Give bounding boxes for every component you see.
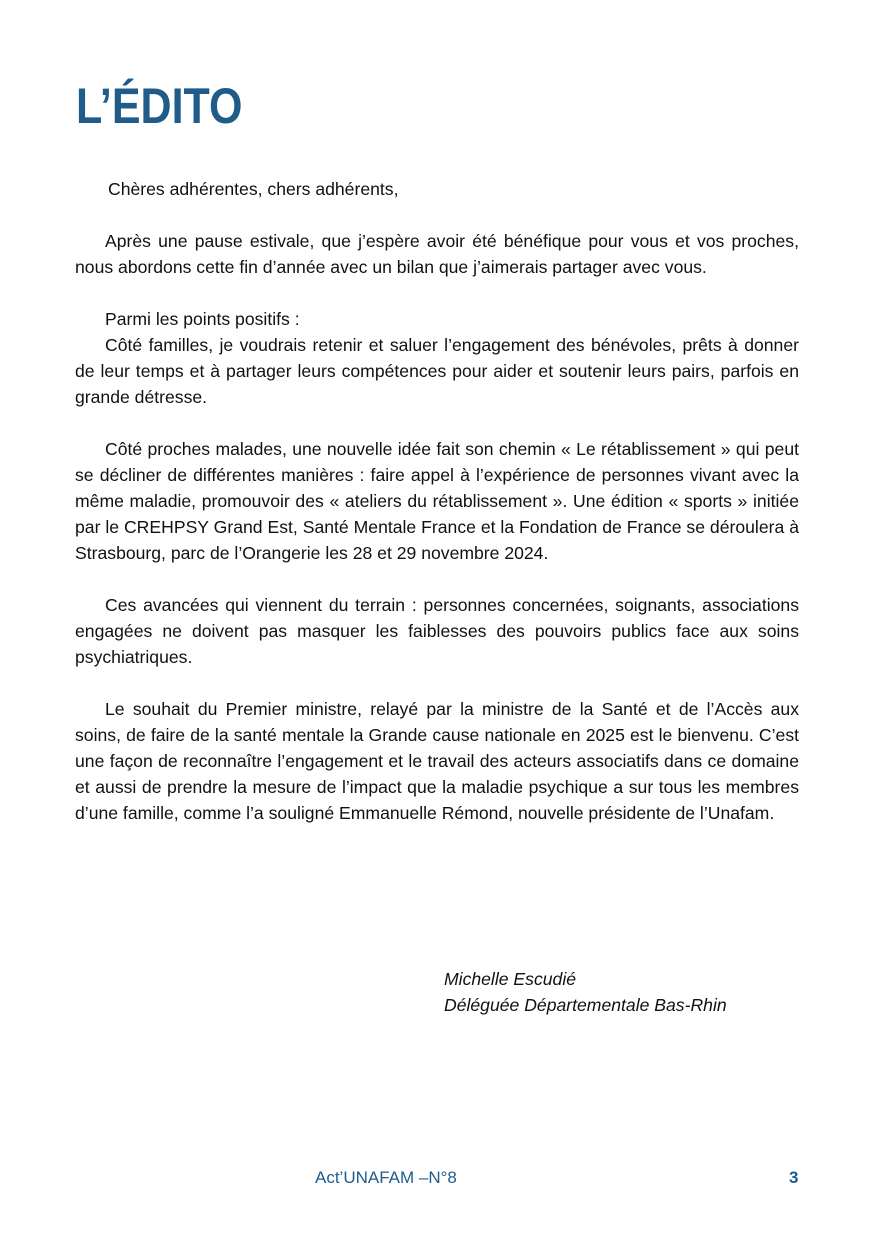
signature-name: Michelle Escudié bbox=[444, 969, 577, 989]
paragraph-recovery: Côté proches malades, une nouvelle idée fait son chemin « Le rétablissement » qui peut se décliner de différentes manières : faire appel à l’expérience de personnes vivant avec la même maladie, promouvoir des « ateliers du rétablissement ». Une édition « sports » initiée par le CREHPSY Grand Est, Santé Mentale France et la Fondation de France se déroulera à Strasbourg, parc de l’Orangerie les 28 et 29 novembre 2024. bbox=[75, 439, 799, 563]
page-title: L’ÉDITO bbox=[76, 78, 243, 134]
editorial-body bbox=[75, 176, 799, 826]
signature-role: Déléguée Départementale Bas-Rhin bbox=[444, 995, 727, 1015]
footer-publication: Act’UNAFAM –N°8 bbox=[315, 1168, 457, 1187]
signature-block bbox=[444, 966, 727, 1018]
paragraph-intro: Après une pause estivale, que j’espère avoir été bénéfique pour vous et vos proches, nous abordons cette fin d’année avec un bilan que j’aimerais partager avec vous. bbox=[75, 231, 799, 277]
paragraph-families: Côté familles, je voudrais retenir et saluer l’engagement des bénévoles, prêts à donner de leur temps et à partager leurs compétences pour aider et soutenir leurs pairs, parfois en grande détresse. bbox=[75, 335, 799, 407]
salutation: Chères adhérentes, chers adhérents, bbox=[108, 179, 399, 199]
page-number: 3 bbox=[789, 1168, 799, 1187]
paragraph-advances: Ces avancées qui viennent du terrain : personnes concernées, soignants, associations engagées ne doivent pas masquer les faiblesses des pouvoirs publics face aux soins psychiatriques. bbox=[75, 595, 799, 667]
paragraph-national-cause: Le souhait du Premier ministre, relayé par la ministre de la Santé et de l’Accès aux soins, de faire de la santé mentale la Grande cause nationale en 2025 est le bienvenu. C’est une façon de reconnaître l’engagement et le travail des acteurs associatifs dans ce domaine et aussi de prendre la mesure de l’impact que la maladie psychique a sur tous les membres d’une famille, comme l’a souligné Emmanuelle Rémond, nouvelle présidente de l’Unafam. bbox=[75, 699, 799, 823]
paragraph-positives-heading: Parmi les points positifs : bbox=[105, 309, 300, 329]
